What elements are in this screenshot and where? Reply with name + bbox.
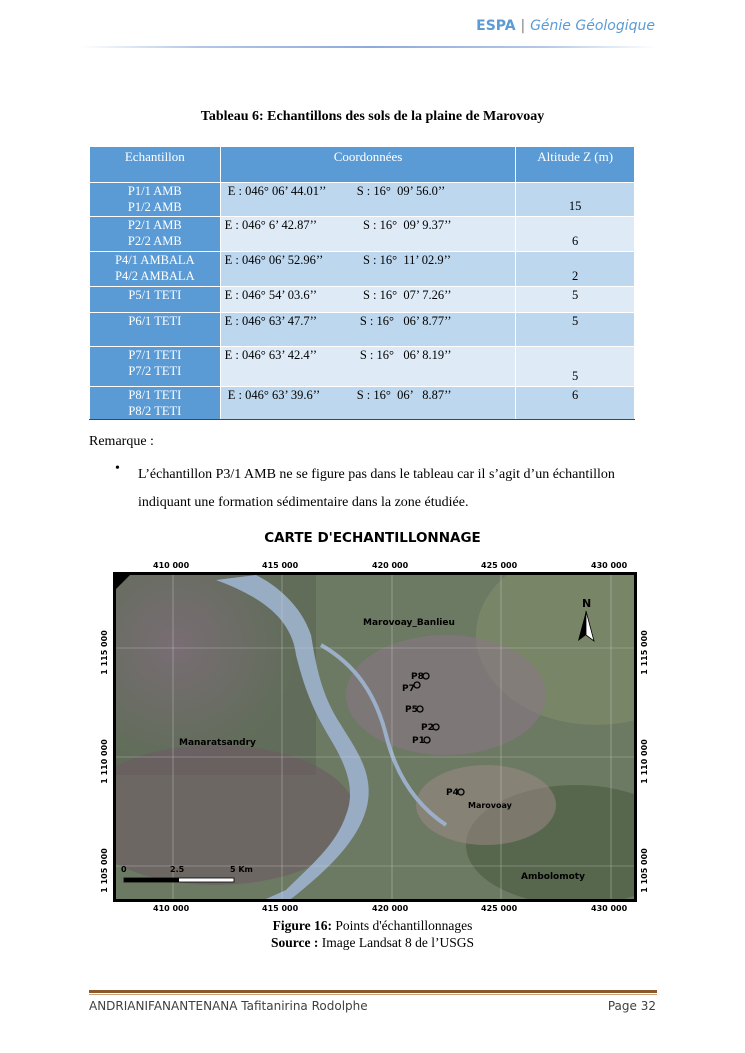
table-row <box>90 347 635 387</box>
table-row <box>90 217 635 252</box>
coords-cell: E : 046° 06’ 52.96’’ S : 16° 11’ 02.9’’ <box>220 252 516 287</box>
header-sample: Echantillon <box>90 147 221 183</box>
sample-name-cell <box>90 313 221 347</box>
x-tick-bottom: 420 000 <box>372 904 409 913</box>
scale-label-0: 0 <box>121 865 127 874</box>
footer-page-number: Page 32 <box>607 999 656 1013</box>
bullet-icon: • <box>115 461 120 476</box>
x-tick-top: 420 000 <box>372 561 409 570</box>
remark-label: Remarque : <box>89 434 154 449</box>
table-row <box>90 183 635 217</box>
footer-author: ANDRIANIFANANTENANA Tafitanirina Rodolphe <box>89 999 368 1013</box>
point-label-p1: P1 <box>412 736 425 746</box>
x-tick-bottom: 410 000 <box>153 904 190 913</box>
point-label-p5: P5 <box>405 705 418 715</box>
sample-name: P8/2 TETI <box>128 404 182 418</box>
table-row <box>90 313 635 347</box>
altitude-cell: 15 <box>516 183 635 217</box>
label-marovoay: Marovoay <box>468 801 512 810</box>
scale-label-end: 5 Km <box>230 865 253 874</box>
sample-name-cell <box>90 287 221 313</box>
altitude-cell: 2 <box>516 252 635 287</box>
sample-name-cell <box>90 347 221 387</box>
x-tick-bottom: 430 000 <box>591 904 628 913</box>
header-coords: Coordonnées <box>220 147 516 183</box>
altitude-cell: 6 <box>516 387 635 420</box>
sample-name: P8/1 TETI <box>128 388 182 402</box>
x-tick-top: 415 000 <box>262 561 299 570</box>
header-separator: | <box>520 18 526 34</box>
figure-source-line <box>0 934 745 951</box>
figure-text: Points d'échantillonnages <box>331 918 473 933</box>
source-label: Source : <box>271 935 319 950</box>
header-divider <box>80 46 658 48</box>
x-tick-top: 430 000 <box>591 561 628 570</box>
sample-name-cell <box>90 387 221 420</box>
coords-cell: E : 046° 54’ 03.6’’ S : 16° 07’ 7.26’’ <box>220 287 516 313</box>
coords-cell: E : 046° 63’ 47.7’’ S : 16° 06’ 8.77’’ <box>220 313 516 347</box>
coords-cell: E : 046° 06’ 44.01’’ S : 16° 09’ 56.0’’ <box>220 183 516 217</box>
table-row <box>90 387 635 420</box>
scale-label-mid: 2.5 <box>170 865 185 874</box>
sample-name-cell <box>90 217 221 252</box>
table-row <box>90 252 635 287</box>
altitude-cell: 5 <box>516 347 635 387</box>
sample-name: P5/1 TETI <box>128 288 182 302</box>
point-label-p8: P8 <box>411 672 424 682</box>
footer-rule-thin <box>89 994 657 995</box>
sample-name: P4/1 AMBALA <box>115 253 195 267</box>
header-altitude: Altitude Z (m) <box>516 147 635 183</box>
label-marovoay-banlieu: Marovoay_Banlieu <box>363 618 455 628</box>
altitude-cell: 5 <box>516 287 635 313</box>
point-label-p2: P2 <box>421 723 434 733</box>
remark-text: L’échantillon P3/1 AMB ne se figure pas dans le tableau car il s’agit d’un échantillon indiquant une formation sédimentaire dans la zone étudiée. <box>138 467 615 510</box>
footer-rule <box>89 990 657 993</box>
y-tick-left: 1 105 000 <box>99 848 109 893</box>
map-title: CARTE D'ECHANTILLONNAGE <box>264 530 481 546</box>
samples-table <box>89 146 635 420</box>
y-tick-left: 1 115 000 <box>99 630 109 675</box>
table-caption: Tableau 6: Echantillons des sols de la plaine de Marovoay <box>200 109 545 124</box>
figure-label: Figure 16: <box>272 918 332 933</box>
sample-name: P6/1 TETI <box>128 314 182 328</box>
x-tick-bottom: 415 000 <box>262 904 299 913</box>
altitude-cell: 5 <box>516 313 635 347</box>
coords-cell: E : 046° 63’ 42.4’’ S : 16° 06’ 8.19’’ <box>220 347 516 387</box>
header-dept: Génie Géologique <box>530 18 655 34</box>
figure-title-line <box>0 917 745 934</box>
x-tick-top: 410 000 <box>153 561 190 570</box>
coords-cell: E : 046° 63’ 39.6’’ S : 16° 06’ 8.87’’ <box>220 387 516 420</box>
sample-name: P7/2 TETI <box>128 364 182 378</box>
source-text: Image Landsat 8 de l’USGS <box>318 935 474 950</box>
label-ambolomoty: Ambolomoty <box>521 872 585 882</box>
map-canvas <box>116 575 634 899</box>
y-tick-right: 1 110 000 <box>639 739 649 784</box>
coords-cell: E : 046° 6’ 42.87’’ S : 16° 09’ 9.37’’ <box>220 217 516 252</box>
sample-name: P1/1 AMB <box>127 184 182 198</box>
header-org: ESPA <box>476 18 516 34</box>
sample-name: P1/2 AMB <box>127 200 182 214</box>
point-label-p7: P7 <box>402 684 415 694</box>
sample-name: P2/1 AMB <box>127 218 182 232</box>
label-manaratsandry: Manaratsandry <box>179 738 256 748</box>
page-header <box>476 18 655 34</box>
scale-bar-segment <box>124 878 179 882</box>
point-label-p4: P4 <box>446 788 459 798</box>
sample-name: P2/2 AMB <box>127 234 182 248</box>
sample-name: P4/2 AMBALA <box>115 269 195 283</box>
table-row <box>90 287 635 313</box>
altitude-cell: 6 <box>516 217 635 252</box>
figure-caption <box>0 917 745 951</box>
sample-name-cell <box>90 183 221 217</box>
terrain-patch <box>346 635 546 755</box>
x-tick-top: 425 000 <box>481 561 518 570</box>
sample-name-cell <box>90 252 221 287</box>
y-tick-right: 1 115 000 <box>639 630 649 675</box>
satellite-map <box>113 572 637 902</box>
x-tick-bottom: 425 000 <box>481 904 518 913</box>
north-label: N <box>582 597 592 610</box>
y-tick-left: 1 110 000 <box>99 739 109 784</box>
sample-name: P7/1 TETI <box>128 348 182 362</box>
y-tick-right: 1 105 000 <box>639 848 649 893</box>
